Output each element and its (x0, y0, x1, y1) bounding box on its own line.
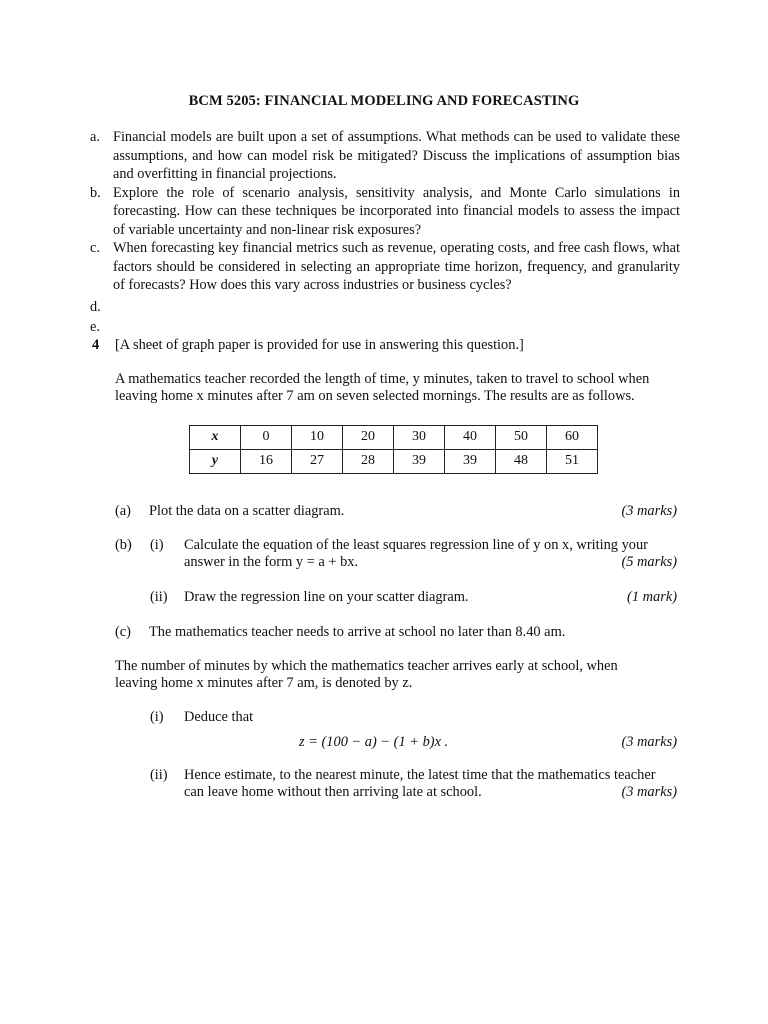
question-list (90, 128, 680, 337)
question-letter: b. (90, 184, 101, 201)
row-header-y: y (190, 450, 241, 474)
marks-label: (5 marks) (621, 554, 677, 570)
exam-question-image (92, 337, 682, 800)
table-cell: 50 (496, 426, 547, 450)
marks-label: (3 marks) (621, 734, 677, 750)
subpart-text: Hence estimate, to the nearest minute, the latest time that the mathematics teacher (184, 767, 656, 783)
subpart-label: (ii) (150, 767, 168, 783)
subpart-text: Deduce that (184, 709, 254, 725)
subpart-text: Calculate the equation of the least squares regression line of y on x, writing your (184, 537, 648, 553)
marks-label: (3 marks) (621, 784, 677, 800)
question-item (90, 318, 680, 337)
row-header-x: x (190, 426, 241, 450)
question-letter: d. (90, 298, 101, 315)
table-cell: 28 (343, 450, 394, 474)
intro-line: A mathematics teacher recorded the length of time, y minutes, taken to travel to school when (115, 371, 650, 387)
question-text: Financial models are built upon a set of assumptions. What methods can be used to validate these assumptions, and how can model risk be mitigated? Discuss the implications of assumption bias and overfitting in financial projections. (113, 129, 680, 182)
table-cell: 27 (292, 450, 343, 474)
subpart-text: Draw the regression line on your scatter diagram. (184, 589, 469, 605)
exam-header (92, 337, 682, 354)
intro-text (115, 371, 677, 404)
marks-label: (1 mark) (627, 589, 677, 605)
part-label: (c) (115, 624, 131, 640)
question-text (113, 298, 680, 317)
marks-label: (3 marks) (621, 503, 677, 519)
page-title: BCM 5205: FINANCIAL MODELING AND FORECASTING (188, 93, 580, 109)
part-label: (b) (115, 537, 132, 553)
table-cell: 30 (394, 426, 445, 450)
part-text: The mathematics teacher needs to arrive at school no later than 8.40 am. (149, 624, 566, 640)
table-cell: 0 (241, 426, 292, 450)
subpart-text: answer in the form y = a + bx. (184, 554, 359, 570)
table-cell: 20 (343, 426, 394, 450)
question-letter: c. (90, 240, 100, 256)
paragraph-line: leaving home x minutes after 7 am, is denoted by z. (115, 674, 413, 691)
subpart-text: can leave home without then arriving late at school. (184, 784, 482, 800)
table-cell: 51 (547, 450, 598, 474)
question-item (90, 239, 680, 295)
part-label: (a) (115, 503, 131, 519)
table-cell: 48 (496, 450, 547, 474)
paragraph-line: The number of minutes by which the mathematics teacher arrives early at school, when (115, 658, 618, 674)
question-text: Explore the role of scenario analysis, sensitivity analysis, and Monte Carlo simulations in forecasting. How can these techniques be incorporated into financial models to assess the impact of variable uncertainty and non-linear risk exposures? (113, 184, 680, 238)
question-number: 4 (92, 337, 100, 353)
question-letter: a. (90, 129, 100, 145)
table-cell: 10 (292, 426, 343, 450)
question-item (90, 128, 680, 184)
part-text (115, 658, 618, 691)
question-text (113, 318, 680, 337)
table-cell: 16 (241, 450, 292, 474)
subpart-label: (ii) (150, 589, 168, 605)
subpart-label: (i) (150, 537, 164, 553)
table-cell: 60 (547, 426, 598, 450)
question-item (90, 184, 680, 240)
part-text: Plot the data on a scatter diagram. (149, 503, 345, 519)
intro-line: leaving home x minutes after 7 am on seven selected mornings. The results are as follows. (115, 387, 635, 404)
table-cell: 39 (394, 450, 445, 474)
table-row (190, 450, 598, 474)
question-item (90, 298, 680, 317)
subpart-label: (i) (150, 709, 164, 725)
table-cell: 40 (445, 426, 496, 450)
table-row (190, 426, 598, 450)
equation: z = (100 − a) − (1 + b)x . (299, 734, 449, 750)
question-letter: e. (90, 319, 100, 335)
question-text: When forecasting key financial metrics such as revenue, operating costs, and free cash flows, what factors should be considered in selecting an appropriate time horizon, frequency, and granularity of forecasts? How does this vary across industries or business cycles? (113, 240, 680, 293)
table-cell: 39 (445, 450, 496, 474)
graph-paper-note: [A sheet of graph paper is provided for use in answering this question.] (115, 337, 524, 353)
data-table (189, 425, 598, 474)
